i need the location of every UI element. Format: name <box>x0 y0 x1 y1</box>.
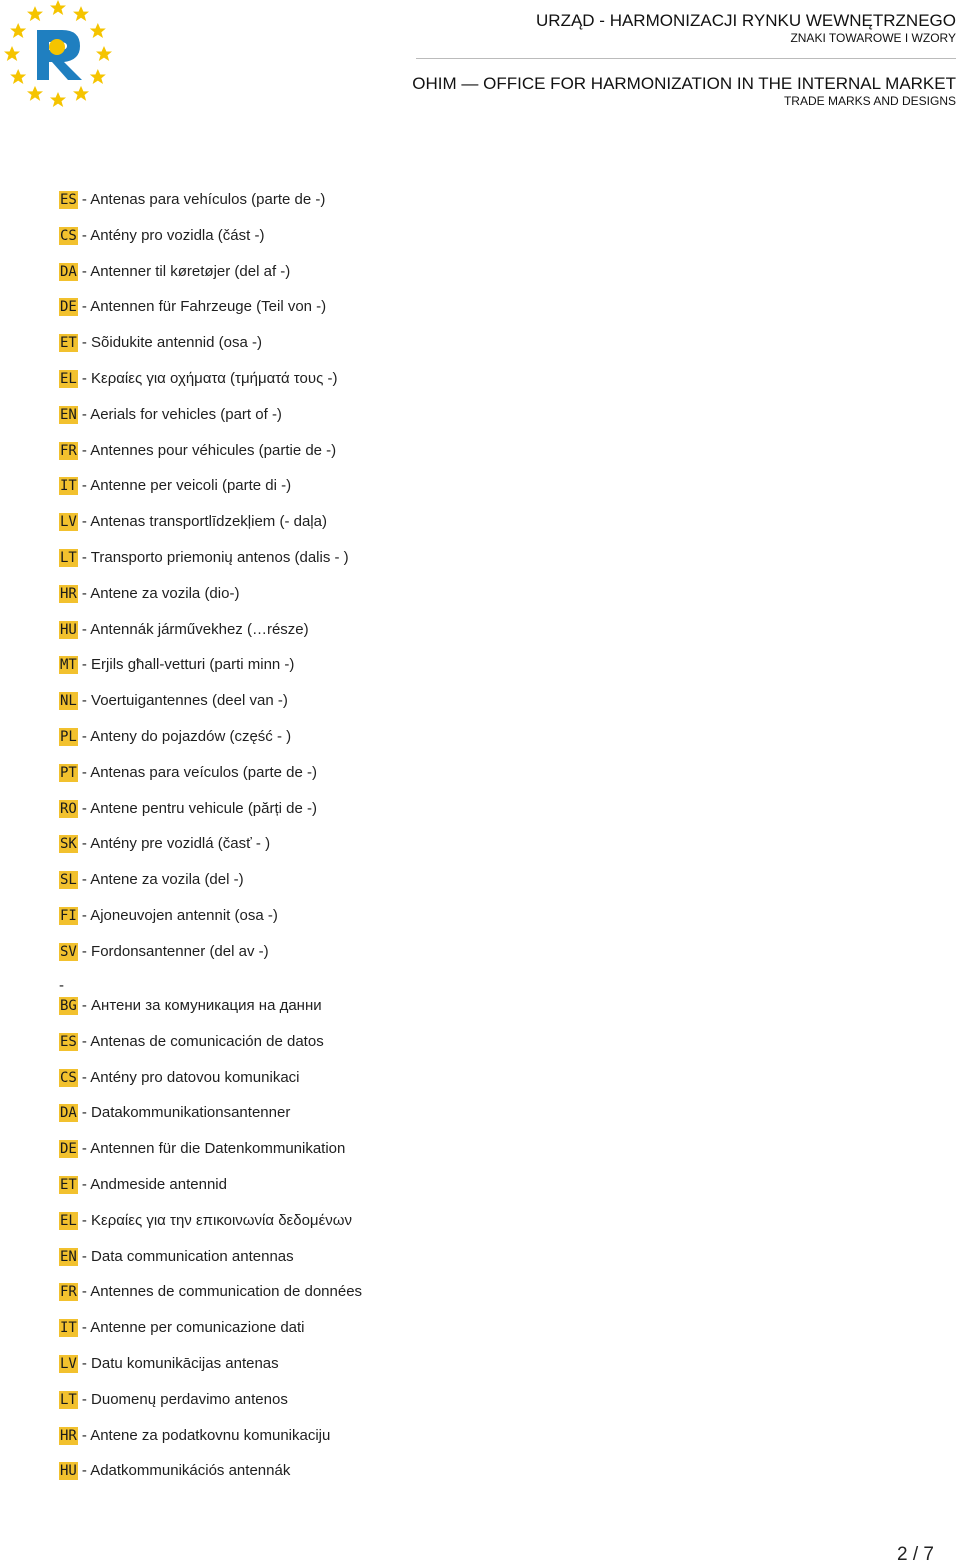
term-text: Erjils għall-vetturi (parti minn -) <box>91 656 295 674</box>
term-text: Sõidukite antennid (osa -) <box>91 334 262 352</box>
term-entry <box>59 475 291 497</box>
star-icon <box>10 23 26 38</box>
term-text: Anteny do pojazdów (część - ) <box>90 728 292 745</box>
language-code-badge: HU <box>60 1463 77 1480</box>
term-entry <box>59 189 325 211</box>
dash: - <box>81 334 92 352</box>
term-entry <box>59 798 317 820</box>
dash: - <box>81 1032 91 1050</box>
language-code-badge: LV <box>60 1356 77 1372</box>
term-text: Антени за комуникация на данни <box>91 997 322 1014</box>
star-icon <box>4 46 20 61</box>
dash: - <box>81 1426 91 1444</box>
dash: - <box>81 835 91 853</box>
dash: - <box>81 763 91 781</box>
term-entry <box>59 905 278 927</box>
term-text: Antene za podatkovnu komunikaciju <box>90 1426 331 1444</box>
term-text: Antény pro datovou komunikaci <box>90 1068 300 1086</box>
language-code-badge: HU <box>60 621 77 638</box>
language-code-badge: LT <box>60 550 77 566</box>
language-code-badge: PT <box>60 764 77 781</box>
term-entry <box>59 1174 227 1196</box>
language-code-badge: ET <box>60 1177 77 1193</box>
star-icon <box>50 0 66 15</box>
term-text: Duomenų perdavimo antenos <box>91 1390 288 1408</box>
language-code-badge: FI <box>60 908 77 924</box>
star-icon <box>27 6 43 21</box>
language-code-badge: SK <box>60 836 77 853</box>
dash: - <box>81 1319 91 1337</box>
term-entry <box>59 833 270 855</box>
term-entry <box>59 225 264 247</box>
dash: - <box>81 907 91 924</box>
language-code-badge: ES <box>60 192 77 208</box>
term-entry <box>59 296 326 318</box>
term-text: Antény pro vozidla (část -) <box>90 226 265 244</box>
term-entry <box>59 1389 288 1411</box>
language-code-badge: PL <box>60 729 77 745</box>
term-entry <box>59 726 291 748</box>
term-entry <box>59 261 290 283</box>
dash: - <box>81 584 91 602</box>
term-entry <box>59 941 269 963</box>
term-entry <box>59 654 294 676</box>
star-icon <box>90 23 106 38</box>
dash: - <box>81 370 92 387</box>
term-text: Antene pentru vehicule (părți de -) <box>90 799 317 817</box>
dash: - <box>81 620 91 638</box>
dash: - <box>81 191 91 208</box>
term-text: Antenner til køretøjer (del af -) <box>90 262 291 280</box>
language-code-badge: LV <box>60 514 77 531</box>
dash: - <box>81 226 91 244</box>
dash: - <box>81 1104 92 1122</box>
language-code-badge: FR <box>60 1284 77 1301</box>
language-code-badge: SL <box>60 872 77 889</box>
term-text: Antene za vozila (dio-) <box>90 584 240 602</box>
star-icon <box>90 69 106 84</box>
term-entry <box>59 404 282 426</box>
term-text: Aerials for vehicles (part of -) <box>90 405 282 423</box>
term-entry <box>59 1138 345 1160</box>
r-letter <box>37 30 82 80</box>
star-icon <box>10 69 26 84</box>
language-code-badge: ES <box>60 1033 77 1050</box>
header-divider <box>416 58 956 59</box>
language-code-badge: EN <box>60 1248 77 1265</box>
language-code-badge: ET <box>60 335 77 352</box>
term-entry <box>59 1460 290 1482</box>
term-entry <box>59 1281 362 1303</box>
dash: - <box>81 405 91 423</box>
star-icon <box>73 86 89 101</box>
term-entry <box>59 368 337 390</box>
term-entry <box>59 1317 305 1339</box>
dash: - <box>81 1176 91 1193</box>
language-code-badge: EL <box>60 371 77 387</box>
language-code-badge: RO <box>60 800 77 817</box>
language-code-badge: HR <box>60 585 77 602</box>
term-text: Κεραίες για οχήματα (τμήματά τους -) <box>91 370 338 387</box>
term-text: Antenas transportlīdzekļiem (- daļa) <box>90 513 327 531</box>
term-entry <box>59 1425 330 1447</box>
language-code-badge: NL <box>60 693 77 710</box>
term-text: Ajoneuvojen antennit (osa -) <box>90 907 278 924</box>
dash: - <box>81 942 92 960</box>
term-text: Transporto priemonių antenos (dalis - ) <box>90 549 349 566</box>
dash: - <box>81 1283 91 1301</box>
term-text: Antennák járművekhez (…része) <box>90 620 309 638</box>
term-text: Antennen für Fahrzeuge (Teil von -) <box>90 298 327 316</box>
header-title-pl: URZĄD - HARMONIZACJI RYNKU WEWNĘTRZNEGO <box>536 11 956 30</box>
dash: - <box>81 692 92 710</box>
dash: - <box>81 441 91 459</box>
term-text: Κεραίες για την επικοινωνία δεδομένων <box>91 1211 352 1229</box>
dash: - <box>81 1211 92 1229</box>
term-text: Antennen für die Datenkommunikation <box>90 1140 346 1158</box>
language-code-badge: IT <box>60 478 77 495</box>
language-code-badge: BG <box>60 998 77 1014</box>
dash: - <box>81 298 91 316</box>
ohim-logo <box>0 0 120 115</box>
dash: - <box>81 1140 91 1158</box>
term-entry <box>59 869 244 891</box>
term-text: Antenas de comunicación de datos <box>90 1032 324 1050</box>
star-icon <box>27 86 43 101</box>
language-code-badge: EN <box>60 406 77 423</box>
dash: - <box>81 656 92 674</box>
header-subtitle-pl: ZNAKI TOWAROWE I WZORY <box>790 31 956 45</box>
term-entry <box>59 1246 294 1268</box>
term-entry <box>59 1210 352 1232</box>
term-text: Antenne per veicoli (parte di -) <box>90 477 292 495</box>
language-code-badge: IT <box>60 1320 77 1337</box>
header-subtitle-en: TRADE MARKS AND DESIGNS <box>783 94 956 108</box>
term-entry <box>59 1102 290 1124</box>
star-icon <box>50 92 66 107</box>
page-number: 2 / 7 <box>897 1544 934 1565</box>
language-code-badge: DA <box>60 263 77 280</box>
term-text: Antény pre vozidlá (časť - ) <box>90 835 271 853</box>
term-entry <box>59 511 327 533</box>
language-code-badge: DE <box>60 1141 77 1158</box>
term-text: Fordonsantenner (del av -) <box>91 942 269 960</box>
term-text: Antene za vozila (del -) <box>90 871 244 889</box>
term-text: Antenas para veículos (parte de -) <box>90 763 317 781</box>
language-code-badge: HR <box>60 1427 77 1444</box>
language-code-badge: DE <box>60 299 77 316</box>
term-entry <box>59 619 309 641</box>
dash: - <box>81 1355 92 1372</box>
dash: - <box>81 997 92 1014</box>
language-code-badge: EL <box>60 1212 77 1229</box>
star-icon <box>73 6 89 21</box>
term-text: Antennes pour véhicules (partie de -) <box>90 441 337 459</box>
dash: - <box>81 1390 92 1408</box>
term-entry <box>59 583 239 605</box>
dash: - <box>81 262 91 280</box>
term-entry <box>59 762 317 784</box>
term-entry <box>59 332 262 354</box>
term-text: Antennes de communication de données <box>90 1283 363 1301</box>
term-text: Adatkommunikációs antennák <box>90 1462 291 1480</box>
star-icon <box>96 46 112 61</box>
term-text: Andmeside antennid <box>90 1176 227 1193</box>
term-entry <box>59 440 336 462</box>
term-entry <box>59 690 288 712</box>
language-code-badge: SV <box>60 943 77 960</box>
term-text: Datakommunikationsantenner <box>91 1104 291 1122</box>
term-text: Antenne per comunicazione dati <box>90 1319 305 1337</box>
group-separator: - <box>59 977 64 994</box>
header-title-en: OHIM — OFFICE FOR HARMONIZATION IN THE INTERNAL MARKET <box>412 74 956 93</box>
term-entry <box>59 995 322 1017</box>
language-code-badge: LT <box>60 1391 77 1408</box>
dash: - <box>81 728 91 745</box>
dash: - <box>81 513 91 531</box>
term-entry <box>59 1031 324 1053</box>
dash: - <box>81 799 91 817</box>
term-text: Voertuigantennes (deel van -) <box>91 692 288 710</box>
language-code-badge: DA <box>60 1105 77 1122</box>
dash: - <box>81 871 91 889</box>
dash: - <box>81 549 91 566</box>
dash: - <box>81 477 91 495</box>
dash: - <box>81 1247 92 1265</box>
term-entry <box>59 1067 300 1089</box>
term-text: Datu komunikācijas antenas <box>91 1355 279 1372</box>
language-code-badge: MT <box>60 657 77 674</box>
dash: - <box>81 1068 91 1086</box>
term-text: Data communication antennas <box>91 1247 294 1265</box>
term-entry <box>59 547 349 569</box>
language-code-badge: CS <box>60 1069 77 1086</box>
dash: - <box>81 1462 91 1480</box>
term-text: Antenas para vehículos (parte de -) <box>90 191 326 208</box>
term-entry <box>59 1353 279 1375</box>
language-code-badge: CS <box>60 227 77 244</box>
language-code-badge: FR <box>60 442 77 459</box>
